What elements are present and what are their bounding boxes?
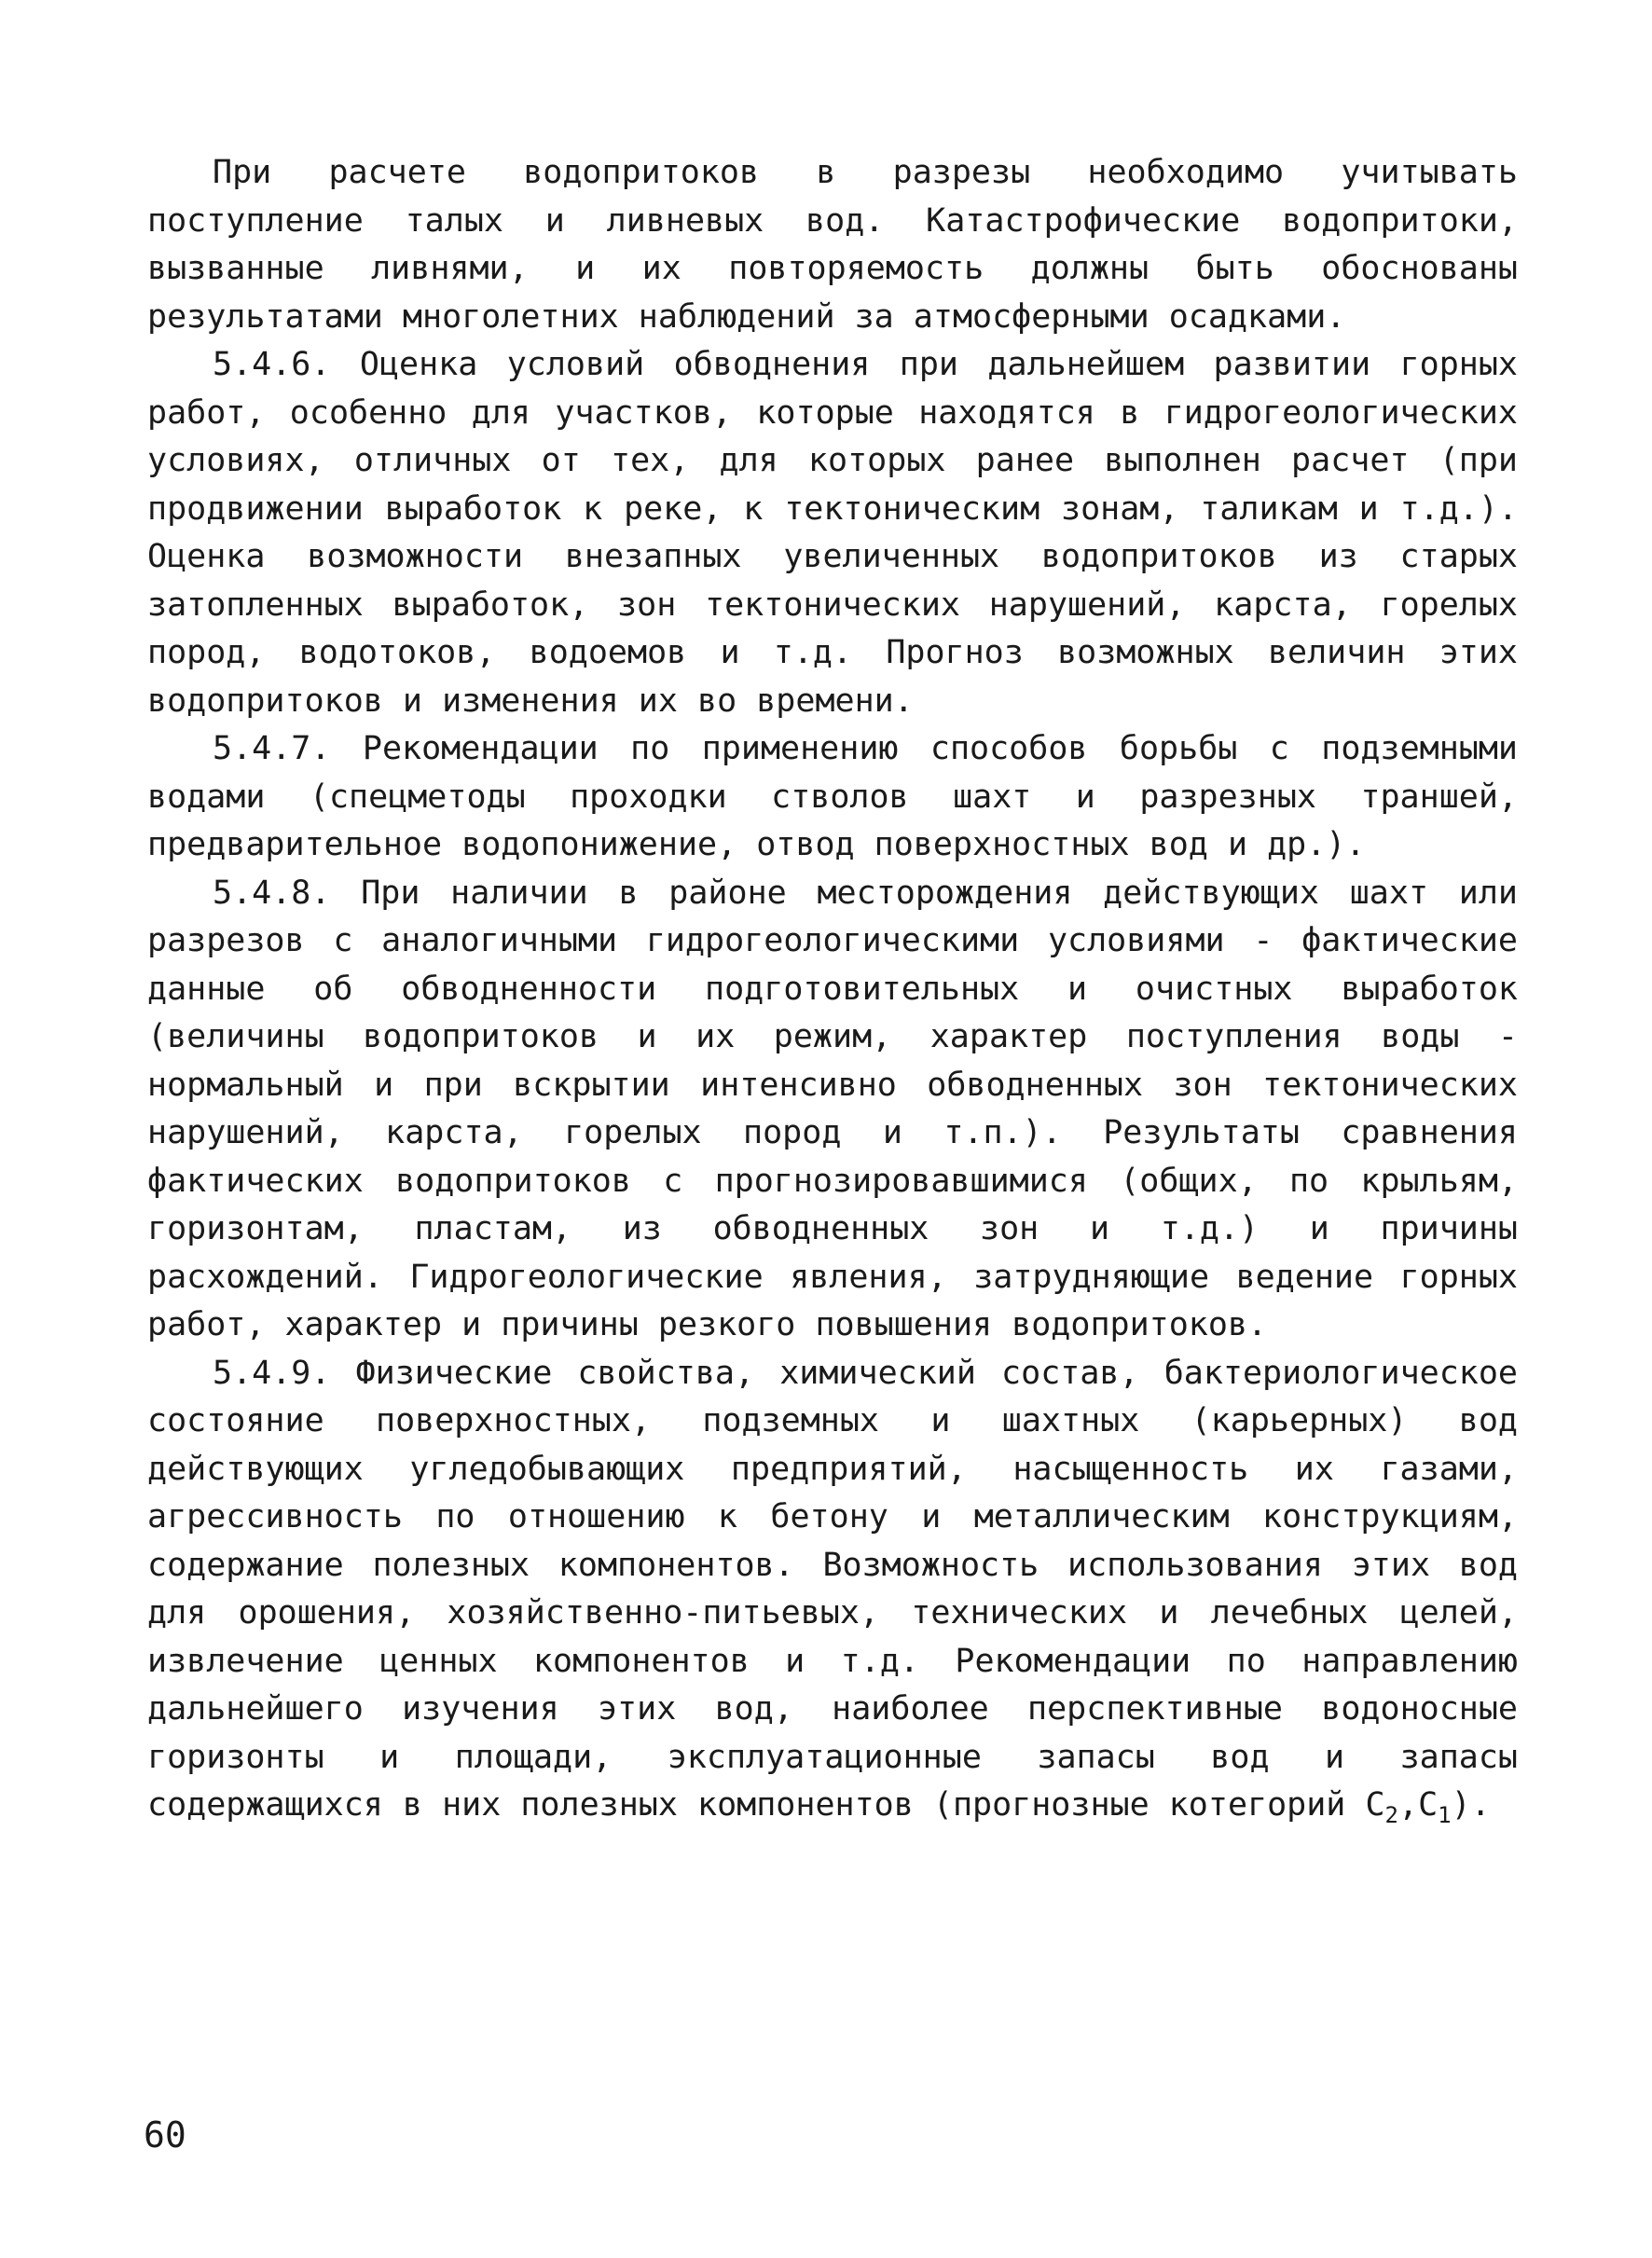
paragraph-5-4-7: 5.4.7. Рекомендации по применению способов борьбы с подземными водами (спецметоды проходки стволов шахт и разрезных траншей, предварительное водопонижение, отвод поверхностных вод и др.). [147, 730, 1518, 863]
paragraph-closing: ). [1451, 1786, 1491, 1824]
paragraph-5-4-9 [147, 1350, 1518, 1830]
category-separator: , [1397, 1786, 1419, 1824]
paragraph-5-4-9-text: 5.4.9. Физические свойства, химический состав, бактериологическое состояние поверхностных, подземных и шахтных (карьерных) вод действующих угледобывающих предприятий, насыщенность их газами, агрессивность по отношению к бетону и металлическим конструкциям, содержание полезных компонентов. Возможность использования этих вод для орошения, хозяйственно-питьевых, технических и лечебных целей, извлечение ценных компонентов и т.д. Рекомендации по направлению дальнейшего изучения этих вод, наиболее перспективные водоносные горизонты и площади, эксплуатационные запасы вод и запасы содержащихся в них полезных компонентов (прогнозные котегорий [147, 1354, 1518, 1824]
category-c1-letter: C [1418, 1786, 1439, 1824]
category-c2-letter: C [1365, 1786, 1385, 1824]
body-text [147, 149, 1518, 1830]
paragraph-water-inflow-calculation: При расчете водопритоков в разрезы необходимо учитывать поступление талых и ливневых вод. Катастрофические водопритоки, вызванные ливнями, и их повторяемость должны быть обоснованы результатами многолетних наблюдений за атмосферными осадками. [147, 154, 1518, 336]
paragraph-5-4-6: 5.4.6. Оценка условий обводнения при дальнейшем развитии горных работ, особенно для участков, которые находятся в гидрогеологических условиях, отличных от тех, для которых ранее выполнен расчет (при продвижении выработок к реке, к тектоническим зонам, таликам и т.д.). Оценка возможности внезапных увеличенных водопритоков из старых затопленных выработок, зон тектонических нарушений, карста, горелых пород, водотоков, водоемов и т.д. Прогноз возможных величин этих водопритоков и изменения их во времени. [147, 346, 1518, 720]
page-number: 60 [144, 2114, 186, 2155]
paragraph-5-4-8: 5.4.8. При наличии в районе месторождения действующих шахт или разрезов с аналогичными гидрогеологическими условиями - фактические данные об обводненности подготовительных и очистных выработок (величины водопритоков и их режим, характер поступления воды - нормальный и при вскрытии интенсивно обводненных зон тектонических нарушений, карста, горелых пород и т.п.). Результаты сравнения фактических водопритоков с прогнозировавшимися (общих, по крыльям, горизонтам, пластам, из обводненных зон и т.д.) и причины расхождений. Гидрогеологические явления, затрудняющие ведение горных работ, характер и причины резкого повышения водопритоков. [147, 874, 1518, 1343]
category-c2-subscript: 2 [1384, 1802, 1398, 1828]
category-c1-subscript: 1 [1438, 1802, 1452, 1828]
